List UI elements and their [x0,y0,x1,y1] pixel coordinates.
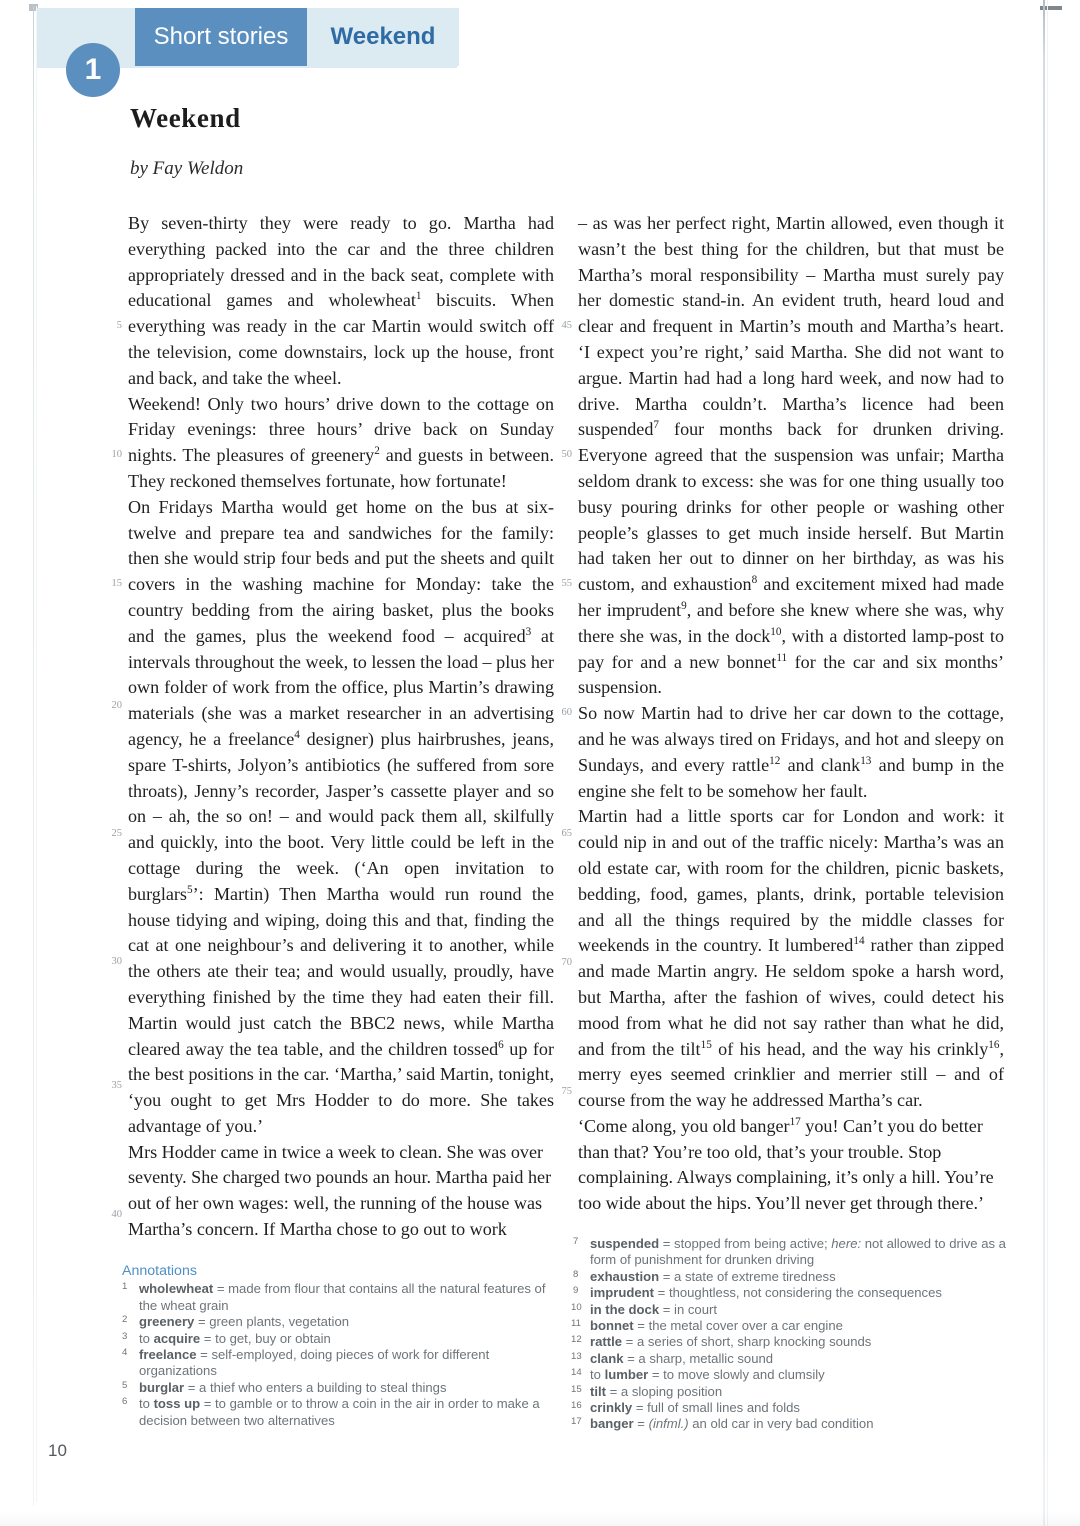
annotation-item [573,1269,1018,1285]
annotation-definition: = to move slowly and clumsily [648,1367,825,1383]
annotations-right [573,1236,1018,1433]
annotation-number: 11 [571,1318,581,1330]
annotation-definition: = a sharp, metallic sound [623,1350,774,1366]
annotation-number: 10 [571,1301,582,1313]
annotation-term: in the dock [590,1301,660,1317]
annotation-term: wholewheat [139,1281,214,1297]
annotation-number: 5 [122,1379,128,1391]
annotation-definition-cont: not allowed to drive as a form of punishment for drunken driving [590,1236,1006,1268]
annotation-definition: = a series of short, sharp knocking sounds [622,1334,872,1350]
annotation-item [573,1285,1018,1301]
paragraph: Mrs Hodder came in twice a week to clean. She was over seventy. She charged two pounds an hour. Martha paid her out of her own wages: well, the running of the house was Martha’s concern. If Martha chose to go out to work [128,1141,552,1240]
annotation-definition: = in court [659,1301,717,1317]
annotation-list-right [573,1236,1018,1433]
annotation-prefix: to [139,1396,154,1412]
annotation-term: crinkly [590,1400,633,1416]
annotation-number: 17 [571,1416,582,1428]
annotation-item [573,1236,1018,1269]
annotation-item [573,1318,1018,1334]
annotation-number: 1 [122,1281,128,1293]
annotation-term: tilt [590,1383,606,1399]
line-number: 60 [561,707,572,718]
line-number: 5 [116,320,122,331]
annotation-definition: = to gamble or to throw a coin in the air in order to make a decision between two alternatives [139,1396,540,1428]
annotations-heading: Annotations [122,1263,197,1279]
annotation-usage-note: (infml.) [648,1416,689,1432]
annotation-number: 4 [122,1347,128,1359]
annotation-definition: = thoughtless, not considering the consequences [654,1285,942,1301]
line-number: 75 [561,1086,572,1097]
annotation-number: 7 [573,1236,579,1247]
annotation-number: 8 [573,1268,579,1280]
line-number: 65 [561,828,572,839]
line-number: 20 [111,700,122,711]
annotation-term: freelance [139,1347,197,1363]
paragraph: Weekend! Only two hours’ drive down to the cottage on Friday evenings: three hours’ drive back on Sunday nights. The pleasures of greenery$^2$ and guests in between. They reckoned themselves fortunate, how fortunate! [128,393,554,491]
story-author: by Fay Weldon [130,158,244,179]
page-spine-left-inner [36,6,37,1502]
annotation-definition: = a thief who enters a building to steal things [184,1379,447,1395]
page-number: 10 [48,1441,67,1460]
line-number: 30 [111,956,122,967]
annotation-definition: = made from flour that contains all the natural features of the wheat grain [139,1281,546,1313]
annotation-definition: = self-employed, doing pieces of work for different organizations [139,1347,490,1379]
line-number: 15 [111,578,122,589]
paragraph: Martin had a little sports car for London and work: it could nip in and out of the traffic nicely: Martha’s was an old estate car, with room for the children, picnic baskets, bedding, food, games, plants, drink, portable television and all the things required by the middle classes for weekends in the country. It lumbered$^{14}$ rather than zipped and made Martin angry. He seldom spoke a harsh word, but Martha, after the fashion of wives, could detect his mood from what he did not say rather than what he did, and from the tilt$^{15}$ of his head, and the way his crinkly$^{16}$, merry eyes seemed crinklier and merrier still – and of course from the way he addressed Martha’s car. [578,806,1004,1111]
annotation-number: 14 [571,1367,582,1379]
annotation-item [122,1314,552,1330]
annotation-list-left [122,1281,552,1429]
paragraph: By seven-thirty they were ready to go. Martha had everything packed into the car and the three children appropriately dressed and in the back seat, complete with educational games and wholewheat$^1$ biscuits. When everything was ready in the car Martin would switch off the television, come downstairs, lock up the house, front and back, and take the wheel. [128,213,555,388]
tab-short-stories[interactable]: Short stories [135,8,307,66]
annotation-term: banger [590,1416,634,1432]
page-spine-left [33,6,34,1506]
annotation-definition: = full of small lines and folds [632,1400,800,1416]
annotation-item [573,1367,1018,1383]
annotation-item [573,1416,1018,1432]
annotation-item [122,1347,552,1380]
annotation-term: clank [590,1350,624,1366]
line-number: 10 [111,449,122,460]
annotation-number: 16 [571,1400,582,1412]
annotation-prefix: to [139,1330,154,1346]
annotation-number: 9 [573,1285,579,1297]
annotation-number: 2 [122,1314,128,1326]
annotation-number: 3 [122,1330,128,1342]
annotation-usage-note: here: [831,1236,862,1251]
line-number: 55 [561,578,572,589]
line-number: 45 [561,320,572,331]
annotation-item [573,1384,1018,1400]
line-number: 50 [561,449,572,460]
paragraph: ‘Come along, you old banger$^{17}$ you! Can’t you do better than that? You’re too old, that’s your trouble. Stop complaining. Always complaining, it’s only a hill. You’re too wide about the hips. You’ll never get through there.’ [578,1115,994,1214]
page-edge-right [1043,0,1045,1526]
annotation-term: rattle [590,1334,623,1350]
annotation-item [122,1380,552,1396]
line-number: 25 [111,828,122,839]
annotation-item [573,1334,1018,1350]
annotation-term: acquire [153,1330,201,1346]
paragraph: – as was her perfect right, Martin allowed, even though it wasn’t the best thing for the children, but that must be Martha’s moral responsibility – Martha must surely pay her domestic stand-in. An evident truth, heard loud and clear and frequent in Martin’s mouth and Martha’s heart. ‘I expect you’re right,’ said Martha. She did not want to argue. Martin had had a long hard week, and now had to drive. Martha couldn’t. Martha’s licence had been suspended$^7$ four months back for drunken driving. Everyone agreed that the suspension was unfair; Martha seldom drank to excess: she was for one thing usually too busy pouring drinks for other people or washing other people’s glasses to get much inside herself. But Martin had taken her out to dinner on her birthday, as was his custom, and exhaustion$^8$ and excitement mixed had made her imprudent$^9$, and before she knew where she was, why there she was, in the dock$^{10}$, with a distorted lamp-post to pay for and a new bonnet$^{11}$ for the car and six months’ suspension. [578,213,1005,698]
annotation-item [122,1331,552,1347]
annotation-definition: = stopped from being active; [659,1236,832,1251]
annotation-item [573,1351,1018,1367]
annotation-number: 12 [571,1334,582,1346]
annotation-prefix: to [590,1367,605,1383]
annotation-definition: = the metal cover over a car engine [633,1318,843,1334]
annotation-item [573,1302,1018,1318]
annotation-definition-cont: an old car in very bad condition [688,1416,874,1432]
annotation-term: lumber [604,1367,649,1383]
annotation-item [122,1396,552,1429]
annotation-term: suspended [590,1236,660,1251]
annotation-definition: = a state of extreme tiredness [659,1268,836,1284]
annotation-term: imprudent [590,1285,655,1301]
annotation-term: greenery [139,1314,195,1330]
annotation-term: bonnet [590,1318,634,1334]
annotations-left [122,1263,552,1429]
paragraph: On Fridays Martha would get home on the bus at six-twelve and prepare tea and sandwiches for the family: then she would strip four beds and put the sheets and quilt covers in the washing machine for Monday: take the country bedding from the airing basket, plus the books and the games, plus the weekend food – acquired$^3$ at intervals throughout the week, to lessen the load – plus her own folder of work from the office, plus Martin’s drawing materials (she was a market researcher in an advertising agency, he a freelance$^4$ designer) plus hairbrushes, jeans, spare T-shirts, Jolyon’s antibiotics (he suffered from sore throats), Jenny’s recorder, Jasper’s cassette player and so on – ah, the so on! – and would pack them all, skilfully and quickly, into the boot. Very little could be left in the cottage during the week. (‘An open invitation to burglars$^5$’: Martin) Then Martha would run round the house tidying and wiping, doing this and that, finding the cat at one neighbour’s and delivering it to another, while the others ate their tea; and would usually, proudly, have everything finished by the time they had eaten their fill. Martin would just catch the BBC2 news, while Martha cleared away the tea table, and the children tossed$^6$ up for the best positions in the car. ‘Martha,’ said Martin, tonight, ‘you ought to get Mrs Hodder to do more. She takes advantage of you.’ [128,496,554,1136]
annotation-item [573,1400,1018,1416]
annotation-term: exhaustion [590,1268,660,1284]
scan-shadow [0,1511,1080,1526]
annotation-number: 15 [571,1383,582,1395]
body-column-left [128,211,554,1243]
line-number: 40 [111,1209,122,1220]
annotation-number: 6 [122,1396,128,1408]
body-column-right [578,211,1004,1217]
line-number: 35 [111,1080,122,1091]
annotation-definition: = green plants, vegetation [194,1314,350,1330]
annotation-term: burglar [139,1379,185,1395]
paragraph: So now Martin had to drive her car down to the cottage, and he was always tired on Fridays, and hot and sleepy on Sundays, and every rattle$^{12}$ and clank$^{13}$ and bump in the engine she felt to be somehow her fault. [578,703,1004,801]
annotation-definition: = a sloping position [606,1383,723,1399]
annotation-term: toss up [153,1396,201,1412]
annotation-item [122,1281,552,1314]
tab-weekend[interactable]: Weekend [307,8,459,66]
page-edge-right-inner [1047,0,1048,1526]
line-number: 70 [561,957,572,968]
annotation-number: 13 [571,1350,582,1362]
annotation-definition: = to get, buy or obtain [200,1330,331,1346]
page-title: Weekend [130,103,241,133]
annotation-definition: = [633,1416,649,1432]
chapter-number-badge: 1 [66,43,120,97]
